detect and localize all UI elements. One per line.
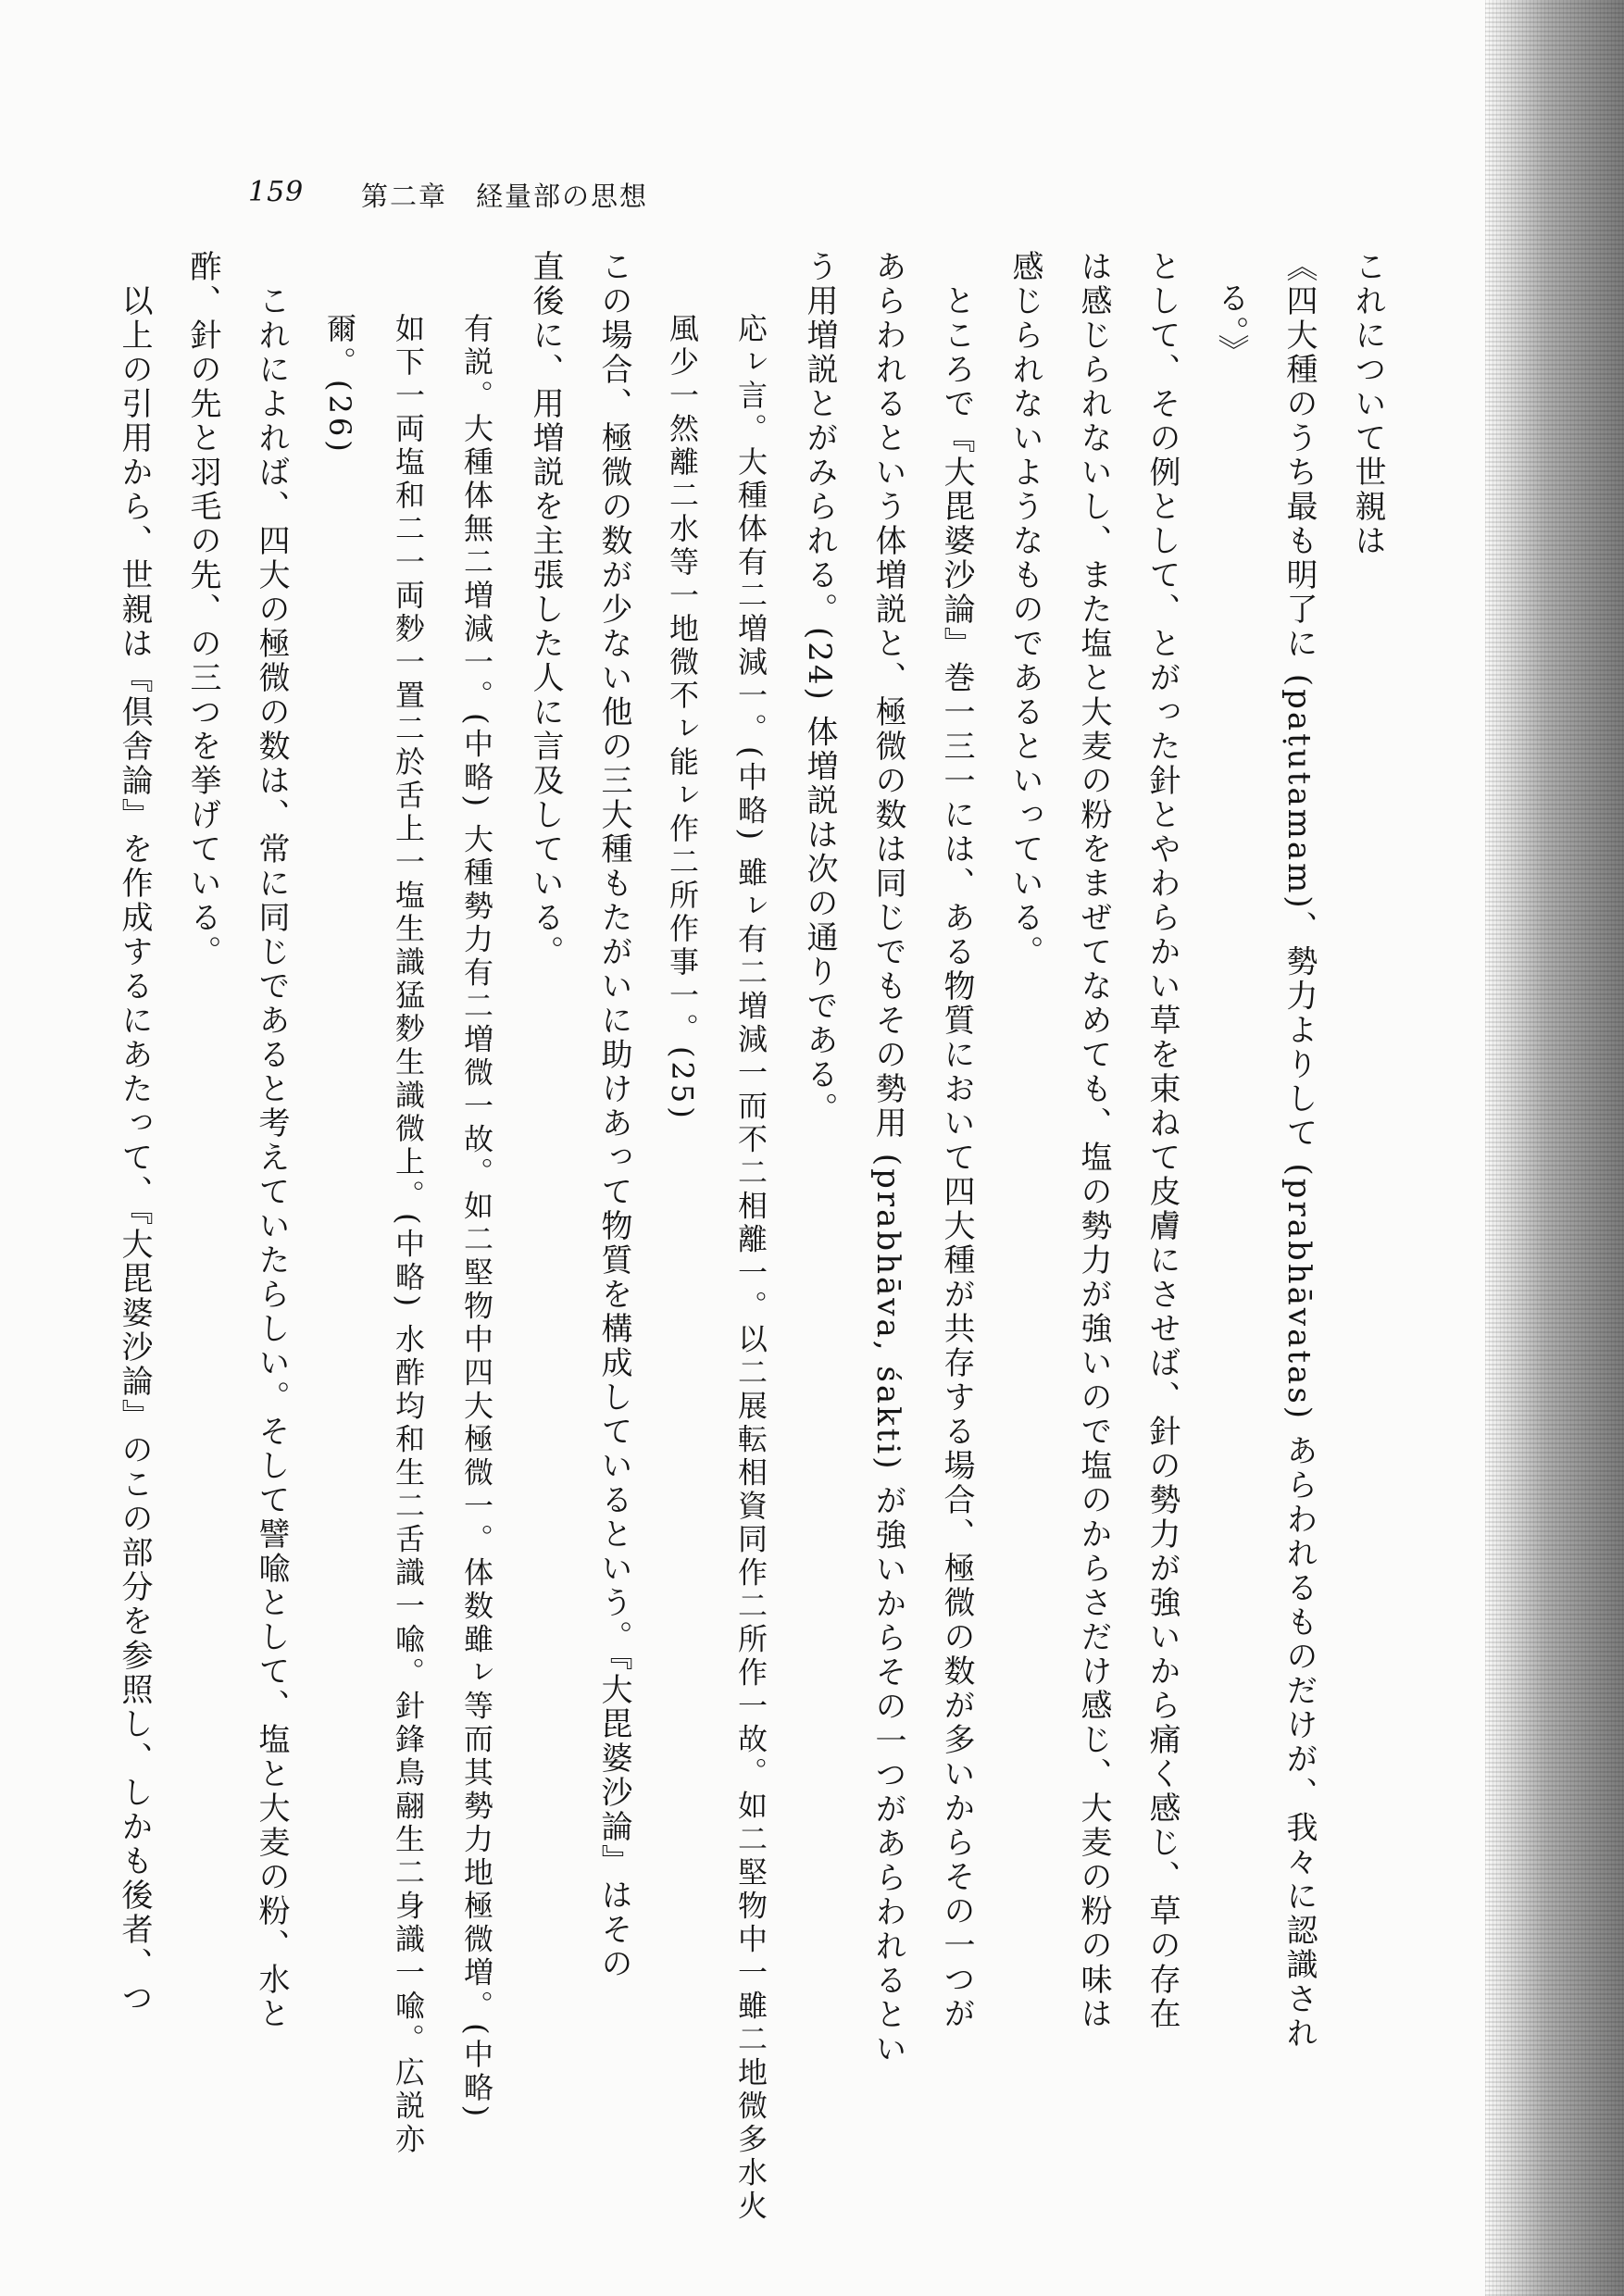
text-line: これについて世親は [1349, 250, 1386, 558]
text-line: ところで『大毘婆沙論』巻一三一には、ある物質において四大種が共存する場合、極微の数が多いからその一つが [938, 250, 975, 2031]
text-line: 酢、針の先と羽毛の先、の三つを挙げている。 [184, 250, 221, 969]
text-line: 感じられないようなものであるといっている。 [1006, 250, 1043, 969]
text-line: は感じられないし、また塩と大麦の粉をまぜてなめても、塩の勢力が強いので塩のからさだけ感じ、大麦の粉の味は [1075, 250, 1112, 2031]
text-line: 風少一然離二水等一地微不ㇾ能ㇾ作二所作事一。(25) [665, 313, 700, 1122]
text-line: これによれば、四大の極微の数は、常に同じであると考えていたらしい。そして譬喩として、塩と大麦の粉、水と [253, 250, 290, 2031]
text-line: る。》 [1212, 281, 1249, 368]
text-line: あらわれるという体増説と、極微の数は同じでもその勢用 (prabhāva, śakti) が強いからその一つがあらわれるとい [869, 250, 906, 2067]
page-number: 159 [248, 176, 305, 208]
page-header [248, 176, 730, 222]
text-line: 以上の引用から、世親は『倶舎論』を作成するにあたって、『大毘婆沙論』のこの部分を参照し、しかも後者、つ [116, 250, 153, 2015]
text-line: 直後に、用増説を主張した人に言及している。 [527, 250, 564, 969]
binding-shadow [1485, 0, 1624, 2296]
text-line: 爾。(26) [322, 313, 357, 455]
text-line: 有説。大種体無二増減一。(中略) 大種勢力有二増微一故。如二堅物中四大極微一。体数雖ㇾ等而其勢力地極微増。(中略) [459, 313, 494, 2121]
text-line: 応ㇾ言。大種体有二増減一。(中略) 雖ㇾ有二増減一而不二相離一。以二展転相資同作二所作一故。如二堅物中一雖二地微多水火 [733, 313, 768, 2224]
text-line: として、その例として、とがった針とやわらかい草を束ねて皮膚にさせば、針の勢力が強いから痛く感じ、草の存在 [1143, 250, 1181, 2031]
text-line: う用増説とがみられる。(24) 体増説は次の通りである。 [801, 250, 838, 1127]
text-line: 如下一両塩和二一両麨一置二於舌上一塩生識猛麨生識微上。(中略) 水酢均和生二舌識一喩。針鋒鳥翮生二身識一喩。広説亦 [391, 313, 426, 2157]
running-title: 第二章 経量部の思想 [361, 181, 649, 212]
body-text [116, 250, 1402, 2224]
text-line: この場合、極微の数が少ない他の三大種もたがいに助けあって物質を構成しているという。『大毘婆沙論』はその [595, 250, 632, 1981]
text-line: 《四大種のうち最も明了に (paṭutamam)、勢力よりして (prabhāvatas) あらわれるものだけが、我々に認識され [1280, 250, 1318, 2051]
